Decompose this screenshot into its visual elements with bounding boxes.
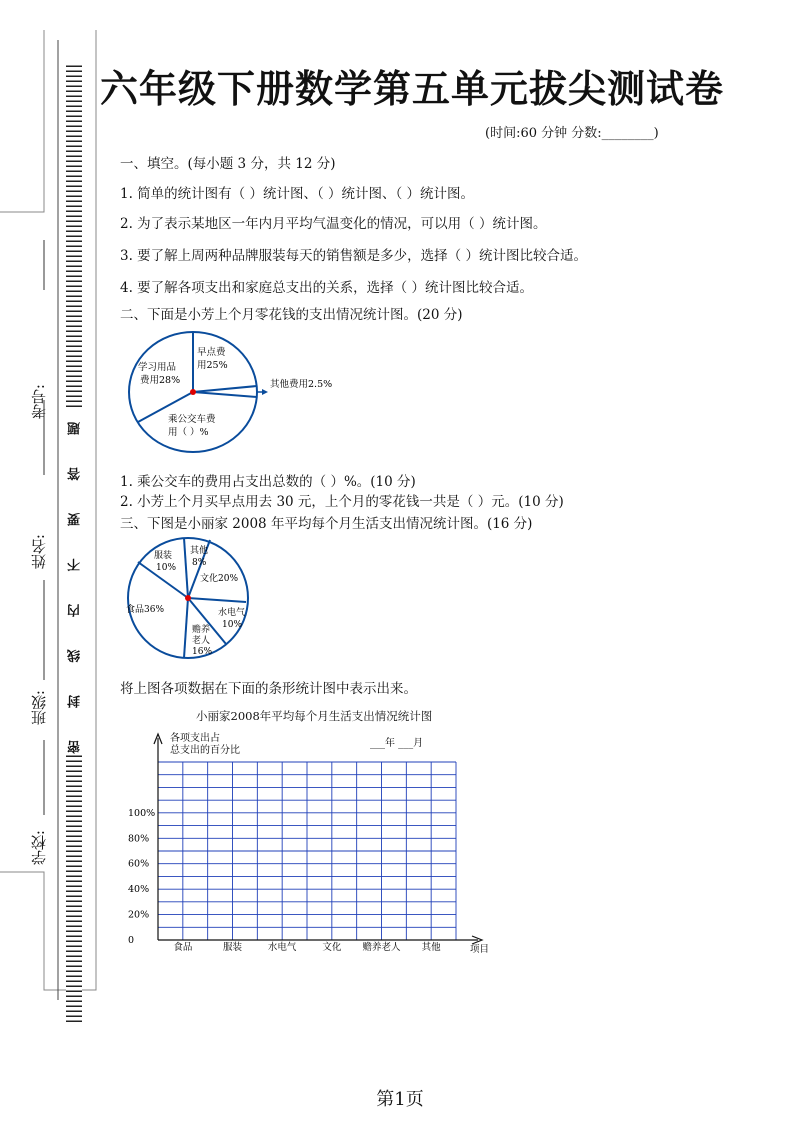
pie-label-bus-1: 乘公交车费 [168, 414, 216, 425]
pie-label-clothing-2: 10% [156, 563, 177, 573]
y-tick-label: 20% [128, 909, 150, 921]
pie-label-elder-1: 赡养 [192, 625, 211, 635]
pie-label-study-1: 学习用品 [138, 362, 177, 373]
y-tick-label: 0 [128, 935, 135, 946]
section1-q3: 3. 要了解上周两种品牌服装每天的销售额是多少，选择（ ）统计图比较合适。 [120, 248, 587, 264]
pie-label-breakfast-1: 早点费 [197, 347, 226, 358]
section2-q1: 1. 乘公交车的费用占支出总数的（ ）%。(10 分) [120, 474, 416, 490]
page-number: 第1页 [376, 1089, 424, 1110]
bar-chart-grid [158, 762, 456, 940]
seal-line-text: 密 封 线 内 不 要 答 题 [68, 408, 83, 754]
y-tick-label: 100% [128, 807, 156, 819]
pie-label-study-2: 费用28% [140, 375, 181, 386]
y-tick-label: 40% [128, 884, 150, 896]
pie-label-other-1: 其他 [190, 546, 209, 556]
x-category-label: 其他 [421, 942, 441, 953]
pie-label-culture: 文化20% [200, 574, 239, 584]
pie-label-other: 其他费用2.5% [270, 379, 333, 390]
section1-q4: 4. 要了解各项支出和家庭总支出的关系，选择（ ）统计图比较合适。 [120, 280, 533, 296]
x-category-label: 水电气 [267, 942, 297, 953]
x-category-label: 赡养老人 [362, 942, 401, 953]
time-score-line: (时间:60 分钟 分数:________) [485, 126, 659, 141]
section1-heading: 一、填空。(每小题 3 分，共 12 分) [120, 156, 336, 172]
name-label: 姓名: [30, 534, 48, 570]
section3-heading: 三、下图是小丽家 2008 年平均每个月生活支出情况统计图。(16 分) [120, 516, 533, 532]
y-tick-label: 80% [128, 833, 150, 845]
binding-margin [0, 0, 100, 1130]
school-label: 学校: [30, 830, 48, 866]
pie-label-utility-1: 水电气 [218, 608, 246, 618]
pie-label-elder-2: 老人 [192, 636, 211, 646]
pie-label-food: 食品36% [126, 605, 165, 615]
x-category-label: 服装 [222, 942, 243, 953]
pie-label-clothing-1: 服装 [154, 551, 173, 561]
y-axis-label-line1: 各项支出占 [170, 733, 220, 744]
pie-label-elder-3: 16% [192, 647, 213, 657]
pie-chart-living-expenses [118, 536, 258, 666]
x-category-label: 文化 [322, 942, 342, 953]
section1-q1: 1. 简单的统计图有（ ）统计图、（ ）统计图、（ ）统计图。 [120, 186, 475, 202]
date-blank: ___年 ___月 [370, 738, 424, 749]
y-axis-label-line2: 总支出的百分比 [170, 745, 240, 756]
pie-label-bus-2: 用（ ）% [168, 427, 209, 438]
x-category-label: 食品 [173, 942, 193, 953]
page-title: 六年级下册数学第五单元拔尖测试卷 [100, 66, 725, 111]
pie-label-utility-2: 10% [222, 620, 243, 630]
bar-chart [120, 728, 500, 958]
class-label: 班级: [30, 690, 48, 726]
bar-chart-title: 小丽家2008年平均每个月生活支出情况统计图 [196, 709, 433, 723]
exam-number-label: 考号: [30, 384, 48, 420]
section3-instruction: 将上图各项数据在下面的条形统计图中表示出来。 [120, 681, 417, 697]
section2-q2: 2. 小芳上个月买早点用去 30 元，上个月的零花钱一共是（ ）元。(10 分) [120, 494, 564, 510]
x-axis-label: 项目 [470, 944, 490, 955]
section1-q2: 2. 为了表示某地区一年内月平均气温变化的情况，可以用（ ）统计图。 [120, 216, 547, 232]
pie-chart-pocket-money [118, 330, 358, 462]
pie-label-breakfast-2: 用25% [197, 360, 228, 371]
y-tick-label: 60% [128, 858, 150, 870]
pie-label-other-2: 8% [192, 558, 207, 568]
section2-heading: 二、下面是小芳上个月零花钱的支出情况统计图。(20 分) [120, 307, 463, 323]
